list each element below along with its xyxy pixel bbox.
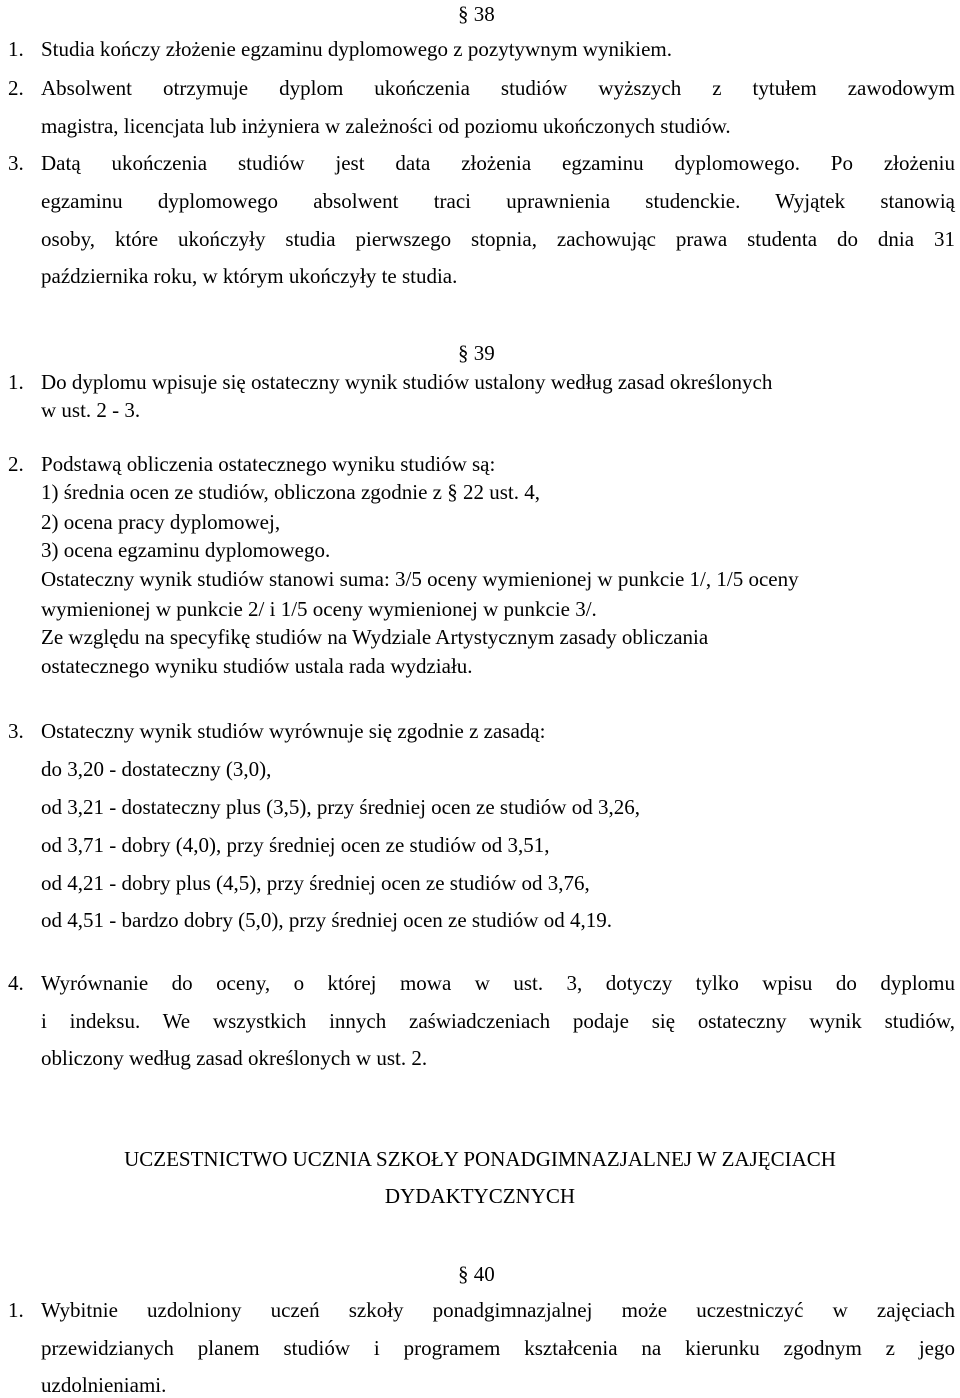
chapter-title-line-2: DYDAKTYCZNYCH (384, 1184, 576, 1208)
s39-item-2-line: 3) ocena egzaminu dyplomowego. (41, 538, 331, 562)
s40-item-1-line: Wybitnie uzdolniony uczeń szkoły ponadgimnazjalnej może uczestniczyć w zajęciach (41, 1298, 955, 1322)
s38-item-2-number: 2. (8, 76, 24, 100)
s39-item-2-line: wymienionej w punkcie 2/ i 1/5 oceny wymienionej w punkcie 3/. (41, 597, 597, 621)
s39-item-2-number: 2. (8, 452, 24, 476)
s39-item-4-line: i indeksu. We wszystkich innych zaświadczeniach podaje się ostateczny wynik studiów, (41, 1009, 955, 1033)
s39-item-3-line: od 4,51 - bardzo dobry (5,0), przy średniej ocen ze studiów od 4,19. (41, 908, 612, 932)
s39-item-2-line: 2) ocena pracy dyplomowej, (41, 510, 281, 534)
s39-item-3-line: od 3,71 - dobry (4,0), przy średniej ocen ze studiów od 3,51, (41, 833, 550, 857)
chapter-title-line-1: UCZESTNICTWO UCZNIA SZKOŁY PONADGIMNAZJALNEJ W ZAJĘCIACH (124, 1147, 836, 1171)
s38-item-3-line: osoby, które ukończyły studia pierwszego stopnia, zachowując prawa studenta do dnia 31 (41, 227, 955, 251)
s38-item-3-line: Datą ukończenia studiów jest data złożenia egzaminu dyplomowego. Po złożeniu (41, 151, 955, 175)
section-40-heading: § 40 (458, 1262, 495, 1286)
s39-item-3-line: od 4,21 - dobry plus (4,5), przy średniej ocen ze studiów od 3,76, (41, 871, 590, 895)
s39-item-3-line: Ostateczny wynik studiów wyrównuje się zgodnie z zasadą: (41, 719, 546, 743)
s40-item-1-line: uzdolnieniami. (41, 1373, 167, 1397)
s39-item-4-line: obliczony według zasad określonych w ust. 2. (41, 1046, 428, 1070)
s39-item-4-number: 4. (8, 971, 24, 995)
s38-item-1-line: Studia kończy złożenie egzaminu dyplomowego z pozytywnym wynikiem. (41, 37, 673, 61)
s38-item-3-number: 3. (8, 151, 24, 175)
section-38-heading: § 38 (458, 2, 495, 26)
s39-item-3-line: do 3,20 - dostateczny (3,0), (41, 757, 272, 781)
section-39-heading: § 39 (458, 341, 495, 365)
s39-item-2-line: Ze względu na specyfikę studiów na Wydziale Artystycznym zasady obliczania (41, 625, 709, 649)
s38-item-2-line: Absolwent otrzymuje dyplom ukończenia studiów wyższych z tytułem zawodowym (41, 76, 955, 100)
s38-item-3-line: października roku, w którym ukończyły te studia. (41, 264, 458, 288)
s40-item-1-line: przewidzianych planem studiów i programem kształcenia na kierunku zgodnym z jego (41, 1336, 955, 1360)
s39-item-3-line: od 3,21 - dostateczny plus (3,5), przy średniej ocen ze studiów od 3,26, (41, 795, 640, 819)
s39-item-4-line: Wyrównanie do oceny, o której mowa w ust. 3, dotyczy tylko wpisu do dyplomu (41, 971, 955, 995)
s38-item-3-line: egzaminu dyplomowego absolwent traci uprawnienia studenckie. Wyjątek stanowią (41, 189, 955, 213)
s39-item-2-line: Podstawą obliczenia ostatecznego wyniku studiów są: (41, 452, 496, 476)
s38-item-2-line: magistra, licencjata lub inżyniera w zależności od poziomu ukończonych studiów. (41, 114, 731, 138)
s39-item-3-number: 3. (8, 719, 24, 743)
s39-item-1-number: 1. (8, 370, 24, 394)
s39-item-1-line: Do dyplomu wpisuje się ostateczny wynik studiów ustalony według zasad określonych (41, 370, 773, 394)
s39-item-2-line: ostatecznego wyniku studiów ustala rada wydziału. (41, 654, 473, 678)
s40-item-1-number: 1. (8, 1298, 24, 1322)
s39-item-1-line: w ust. 2 - 3. (41, 398, 141, 422)
s39-item-2-line: Ostateczny wynik studiów stanowi suma: 3/5 oceny wymienionej w punkcie 1/, 1/5 oceny (41, 567, 799, 591)
s39-item-2-line: 1) średnia ocen ze studiów, obliczona zgodnie z § 22 ust. 4, (41, 480, 540, 504)
s38-item-1-number: 1. (8, 37, 24, 61)
